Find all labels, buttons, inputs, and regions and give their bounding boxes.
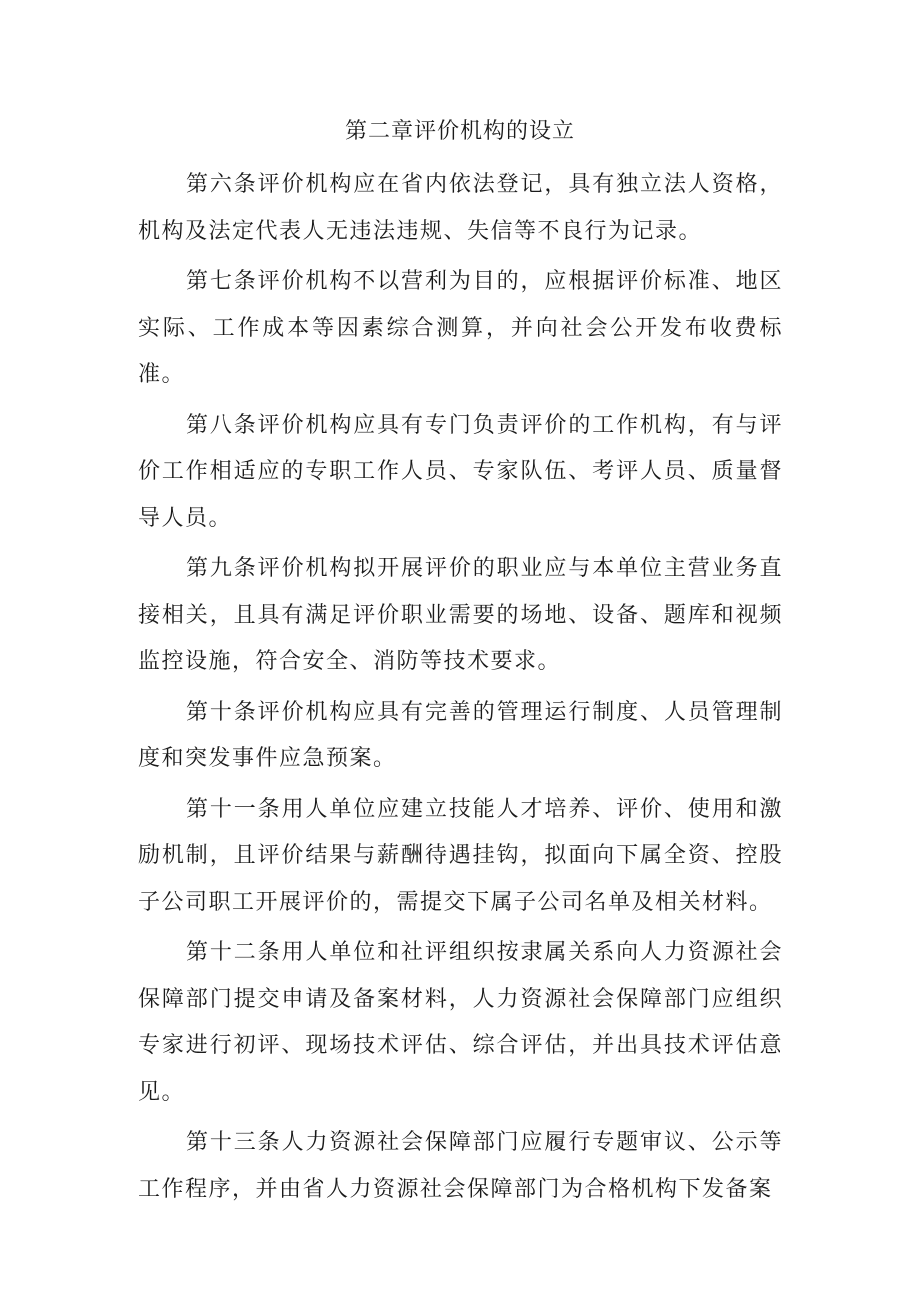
article-11: 第十一条用人单位应建立技能人才培养、评价、使用和激励机制，且评价结果与薪酬待遇挂钩，拟面向下属全资、控股子公司职工开展评价的，需提交下属子公司名单及相关材料。 xyxy=(138,796,783,915)
article-7: 第七条评价机构不以营利为目的，应根据评价标准、地区实际、工作成本等因素综合测算，并向社会公开发布收费标准。 xyxy=(138,269,783,387)
article-10: 第十条评价机构应具有完善的管理运行制度、人员管理制度和突发事件应急预案。 xyxy=(138,699,783,771)
article-12: 第十二条用人单位和社评组织按隶属关系向人力资源社会保障部门提交申请及备案材料，人力资源社会保障部门应组织专家进行初评、现场技术评估、综合评估，并出具技术评估意见。 xyxy=(138,940,783,1105)
article-9: 第九条评价机构拟开展评价的职业应与本单位主营业务直接相关，且具有满足评价职业需要的场地、设备、题库和视频监控设施，符合安全、消防等技术要求。 xyxy=(138,556,783,674)
chapter-title: 第二章评价机构的设立 xyxy=(344,119,575,144)
article-13: 第十三条人力资源社会保障部门应履行专题审议、公示等工作程序，并由省人力资源社会保障部门为合格机构下发备案 xyxy=(138,1130,783,1202)
article-8: 第八条评价机构应具有专门负责评价的工作机构，有与评价工作相适应的专职工作人员、专家队伍、考评人员、质量督导人员。 xyxy=(138,412,783,531)
article-6: 第六条评价机构应在省内依法登记，具有独立法人资格，机构及法定代表人无违法违规、失信等不良行为记录。 xyxy=(138,172,783,244)
